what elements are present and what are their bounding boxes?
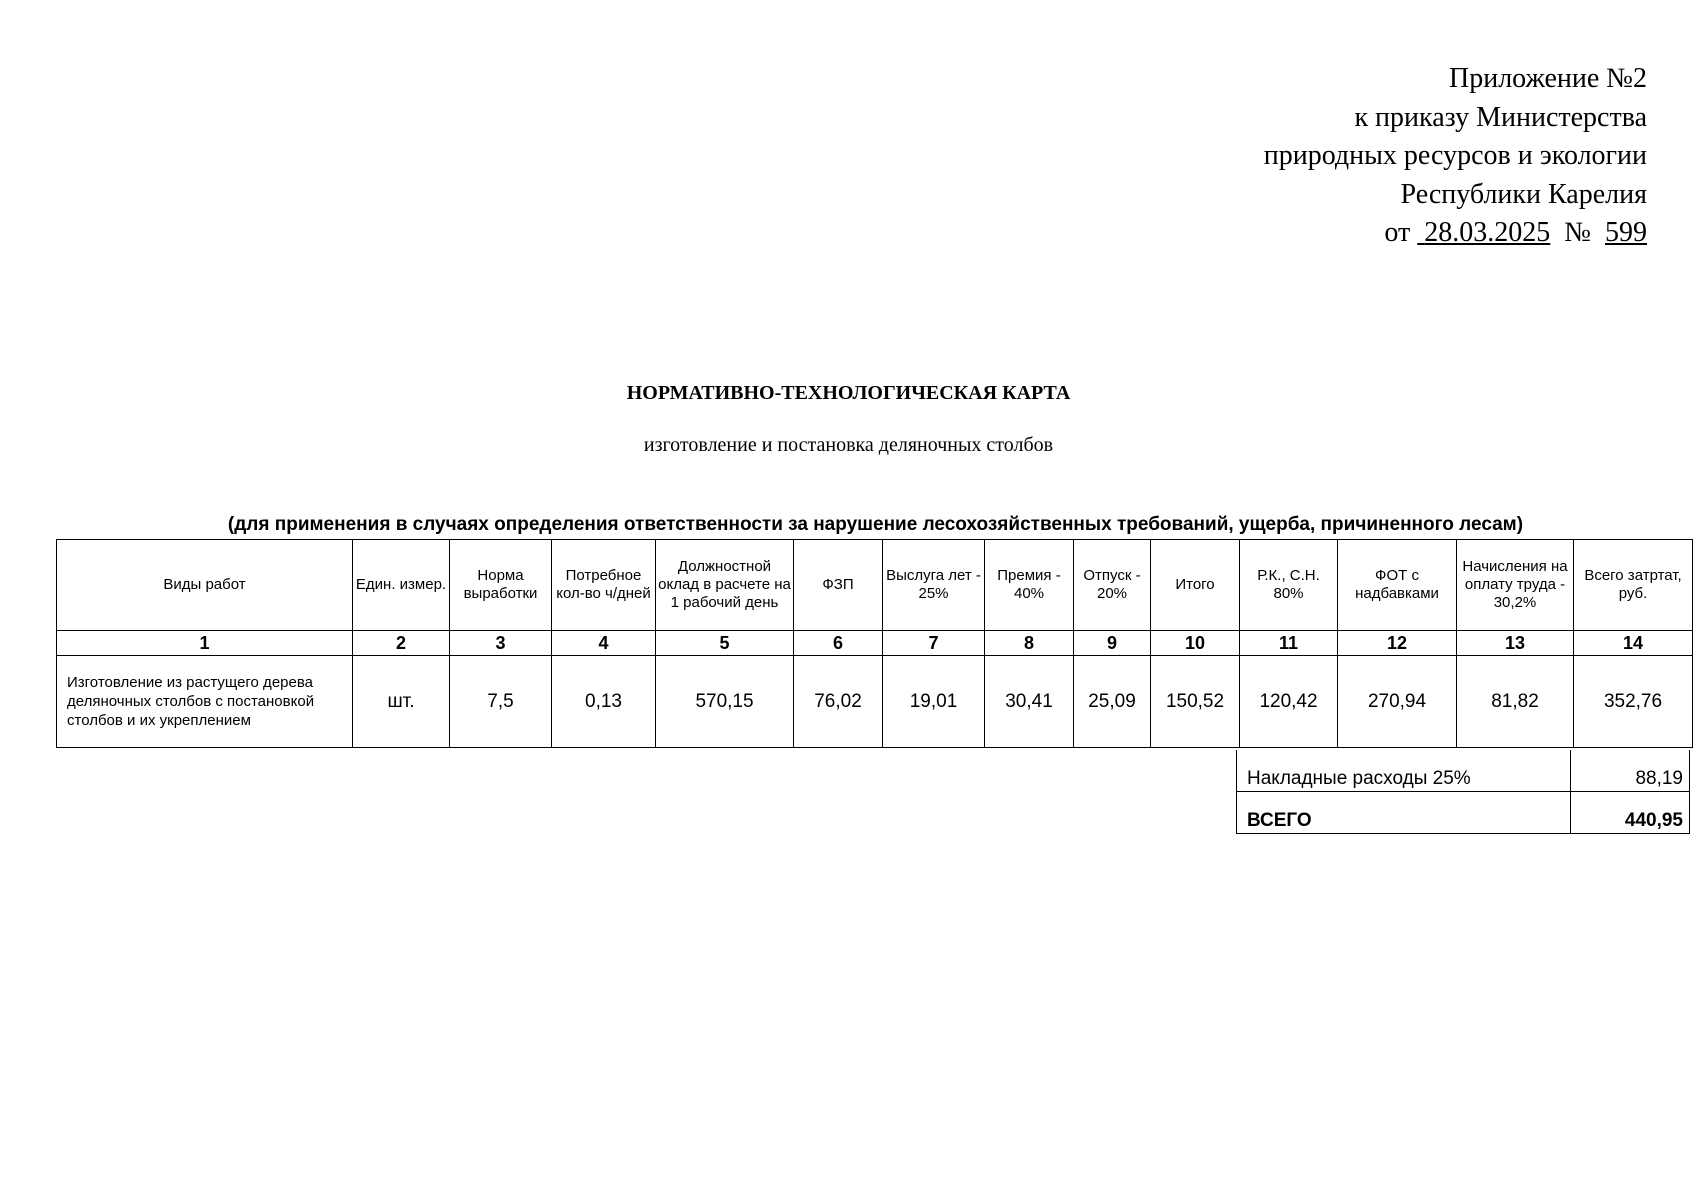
overhead-row [1237, 750, 1690, 792]
order-line: к приказу Министерства [1354, 101, 1647, 133]
column-header: Выслуга лет - 25% [883, 540, 985, 631]
appendix-label: Приложение №2 [1449, 63, 1647, 94]
table-cell: 120,42 [1240, 656, 1338, 748]
table-cell: 25,09 [1074, 656, 1151, 748]
column-number: 9 [1074, 631, 1151, 656]
table-cell: 570,15 [656, 656, 794, 748]
overhead-value: 88,19 [1571, 750, 1690, 792]
table-row [57, 656, 1693, 748]
date-prefix: от [1384, 217, 1411, 248]
column-number: 7 [883, 631, 985, 656]
column-number: 4 [552, 631, 656, 656]
column-header: Итого [1151, 540, 1240, 631]
table-cell: шт. [353, 656, 450, 748]
document-title: НОРМАТИВНО-ТЕХНОЛОГИЧЕСКАЯ КАРТА [626, 382, 1071, 404]
table-header-row [57, 540, 1693, 631]
column-header: Отпуск - 20% [1074, 540, 1151, 631]
total-row [1237, 792, 1690, 834]
column-number: 3 [450, 631, 552, 656]
column-number-row [57, 631, 1693, 656]
number-sign: № [1564, 217, 1591, 248]
table-cell: 150,52 [1151, 656, 1240, 748]
column-number: 13 [1457, 631, 1574, 656]
total-value: 440,95 [1571, 792, 1690, 834]
column-header: Р.К., С.Н. 80% [1240, 540, 1338, 631]
order-date: 28.03.2025 [1424, 217, 1551, 248]
order-number: 599 [1605, 217, 1647, 248]
column-number: 6 [794, 631, 883, 656]
column-number: 8 [985, 631, 1074, 656]
column-header: ФОТ с надбавками [1338, 540, 1457, 631]
table-cell: 76,02 [794, 656, 883, 748]
column-header: Един. измер. [353, 540, 450, 631]
column-header: Начисления на оплату труда - 30,2% [1457, 540, 1574, 631]
table-cell: 270,94 [1338, 656, 1457, 748]
work-type-cell: Изготовление из растущего дерева деляночных столбов с постановкой столбов и их укреплением [57, 656, 353, 748]
total-label: ВСЕГО [1237, 792, 1571, 834]
table-cell: 352,76 [1574, 656, 1693, 748]
table-cell: 0,13 [552, 656, 656, 748]
column-number: 2 [353, 631, 450, 656]
document-subtitle: изготовление и постановка деляночных столбов [643, 434, 1054, 456]
column-number: 5 [656, 631, 794, 656]
overhead-label: Накладные расходы 25% [1237, 750, 1571, 792]
totals-table [1236, 750, 1690, 834]
republic-line: Республики Карелия [1400, 178, 1647, 210]
table-cell: 7,5 [450, 656, 552, 748]
column-number: 1 [57, 631, 353, 656]
column-header: Всего затртат, руб. [1574, 540, 1693, 631]
table-cell: 30,41 [985, 656, 1074, 748]
table-cell: 81,82 [1457, 656, 1574, 748]
table-cell: 19,01 [883, 656, 985, 748]
column-header: Должностной оклад в расчете на 1 рабочий день [656, 540, 794, 631]
column-number: 12 [1338, 631, 1457, 656]
column-number: 11 [1240, 631, 1338, 656]
column-header: Потребное кол-во ч/дней [552, 540, 656, 631]
column-number: 10 [1151, 631, 1240, 656]
column-header: ФЗП [794, 540, 883, 631]
order-date-line [1127, 214, 1647, 253]
column-number: 14 [1574, 631, 1693, 656]
column-header: Виды работ [57, 540, 353, 631]
column-header: Норма выработки [450, 540, 552, 631]
purpose-note: (для применения в случаях определения ответственности за нарушение лесохозяйственных требований, ущерба, причиненного лесам) [227, 514, 1524, 535]
order-header [1127, 60, 1647, 253]
column-header: Премия - 40% [985, 540, 1074, 631]
cost-table [56, 539, 1693, 748]
ministry-line: природных ресурсов и экологии [1263, 140, 1647, 171]
